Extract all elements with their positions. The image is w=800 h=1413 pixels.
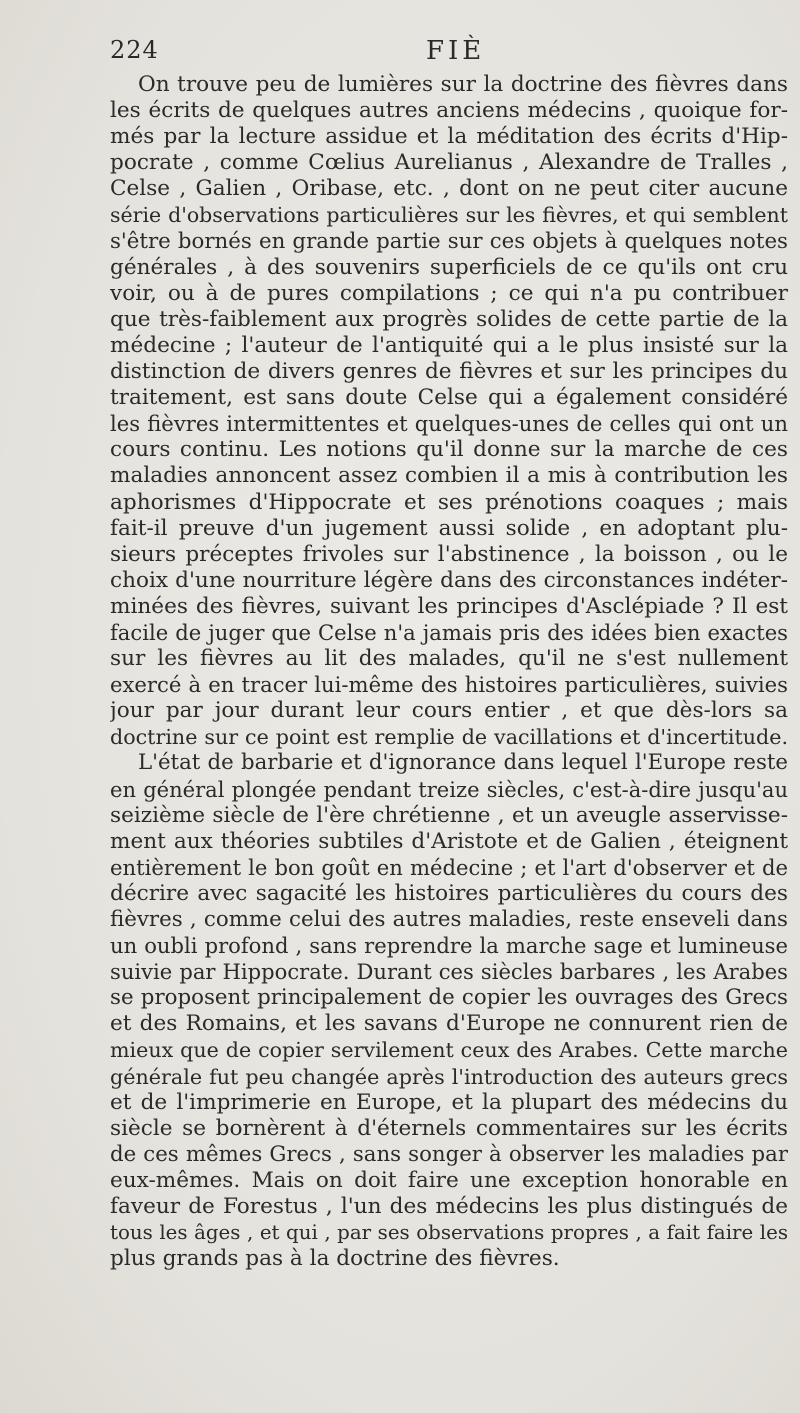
text-line: L'état de barbarie et d'ignorance dans lequel l'Europe reste: [138, 750, 788, 776]
text-line: fièvres , comme celui des autres maladies, reste enseveli dans: [110, 907, 788, 932]
text-line: eux-mêmes. Mais on doit faire une exception honorable en: [110, 1167, 788, 1193]
text-line: générales , à des souvenirs superficiels de ce qu'ils ont cru: [110, 254, 788, 280]
text-line: de ces mêmes Grecs , sans songer à observer les maladies par: [110, 1141, 788, 1167]
text-line: distinction de divers genres de fièvres et sur les principes du: [110, 359, 788, 385]
text-line: plus grands pas à la doctrine des fièvres.: [110, 1246, 560, 1272]
text-line: médecine ; l'auteur de l'antiquité qui a le plus insisté sur la: [110, 332, 788, 358]
page-header: [110, 36, 788, 68]
text-line: sur les fièvres au lit des malades, qu'il ne s'est nullement: [110, 646, 788, 672]
text-line: traitement, est sans doute Celse qui a également considéré: [110, 385, 788, 411]
text-line: voir, ou à de pures compilations ; ce qui n'a pu contribuer: [110, 280, 788, 306]
text-line: les écrits de quelques autres anciens médecins , quoique for-: [110, 98, 788, 124]
text-line: ment aux théories subtiles d'Aristote et de Galien , éteignent: [110, 828, 788, 854]
text-line: entièrement le bon goût en médecine ; et l'art d'observer et de: [110, 854, 788, 880]
running-head: FIÈ: [426, 36, 486, 66]
text-line: minées des fièvres, suivant les principes d'Asclépiade ? Il est: [110, 593, 788, 619]
text-line: facile de juger que Celse n'a jamais pris des idées bien exactes: [110, 619, 788, 645]
text-line: més par la lecture assidue et la méditation des écrits d'Hip-: [110, 124, 788, 150]
body-text: [110, 72, 788, 1272]
text-line: pocrate , comme Cœlius Aurelianus , Alexandre de Tralles ,: [110, 150, 788, 176]
text-line: exercé à en tracer lui-même des histoires particulières, suivies: [110, 672, 788, 698]
text-line: fait-il preuve d'un jugement aussi solide , en adoptant plu-: [110, 515, 788, 541]
text-line: se proposent principalement de copier les ouvrages des Grecs: [110, 985, 788, 1011]
text-line: siècle se bornèrent à d'éternels commentaires sur les écrits: [110, 1115, 788, 1141]
text-line: générale fut peu changée après l'introduction des auteurs grecs: [110, 1064, 788, 1089]
text-line: s'être bornés en grande partie sur ces objets à quelques notes: [110, 228, 788, 254]
text-line: jour par jour durant leur cours entier , et que dès-lors sa: [110, 698, 788, 724]
text-line: un oubli profond , sans reprendre la marche sage et lumineuse: [110, 933, 788, 959]
text-line: faveur de Forestus , l'un des médecins les plus distingués de: [110, 1194, 788, 1220]
text-line: et de l'imprimerie en Europe, et la plupart des médecins du: [110, 1089, 788, 1115]
text-line: Celse , Galien , Oribase, etc. , dont on ne peut citer aucune: [110, 176, 788, 202]
text-line: série d'observations particulières sur les fièvres, et qui semblent: [110, 203, 788, 228]
text-line: en général plongée pendant treize siècles, c'est-à-dire jusqu'au: [110, 776, 788, 802]
text-line: tous les âges , et qui , par ses observations propres , a fait faire les: [110, 1221, 788, 1245]
text-line: doctrine sur ce point est remplie de vacillations et d'incertitude.: [110, 725, 788, 750]
text-line: sieurs préceptes frivoles sur l'abstinence , la boisson , ou le: [110, 541, 788, 567]
text-line: cours continu. Les notions qu'il donne sur la marche de ces: [110, 437, 788, 463]
text-line: mieux que de copier servilement ceux des Arabes. Cette marche: [110, 1038, 788, 1063]
page-number: 224: [110, 36, 159, 64]
text-line: On trouve peu de lumières sur la doctrine des fièvres dans: [138, 72, 788, 97]
text-line: suivie par Hippocrate. Durant ces siècles barbares , les Arabes: [110, 959, 788, 985]
text-line: maladies annoncent assez combien il a mis à contribution les: [110, 463, 788, 489]
text-line: et des Romains, et les savans d'Europe ne connurent rien de: [110, 1011, 788, 1037]
text-line: choix d'une nourriture légère dans des circonstances indéter-: [110, 567, 788, 593]
text-line: aphorismes d'Hippocrate et ses prénotions coaques ; mais: [110, 489, 788, 515]
text-line: que très-faiblement aux progrès solides de cette partie de la: [110, 306, 788, 332]
text-line: décrire avec sagacité les histoires particulières du cours des: [110, 880, 788, 906]
text-line: seizième siècle de l'ère chrétienne , et un aveugle asservisse-: [110, 802, 788, 828]
text-line: les fièvres intermittentes et quelques-unes de celles qui ont un: [110, 411, 788, 437]
